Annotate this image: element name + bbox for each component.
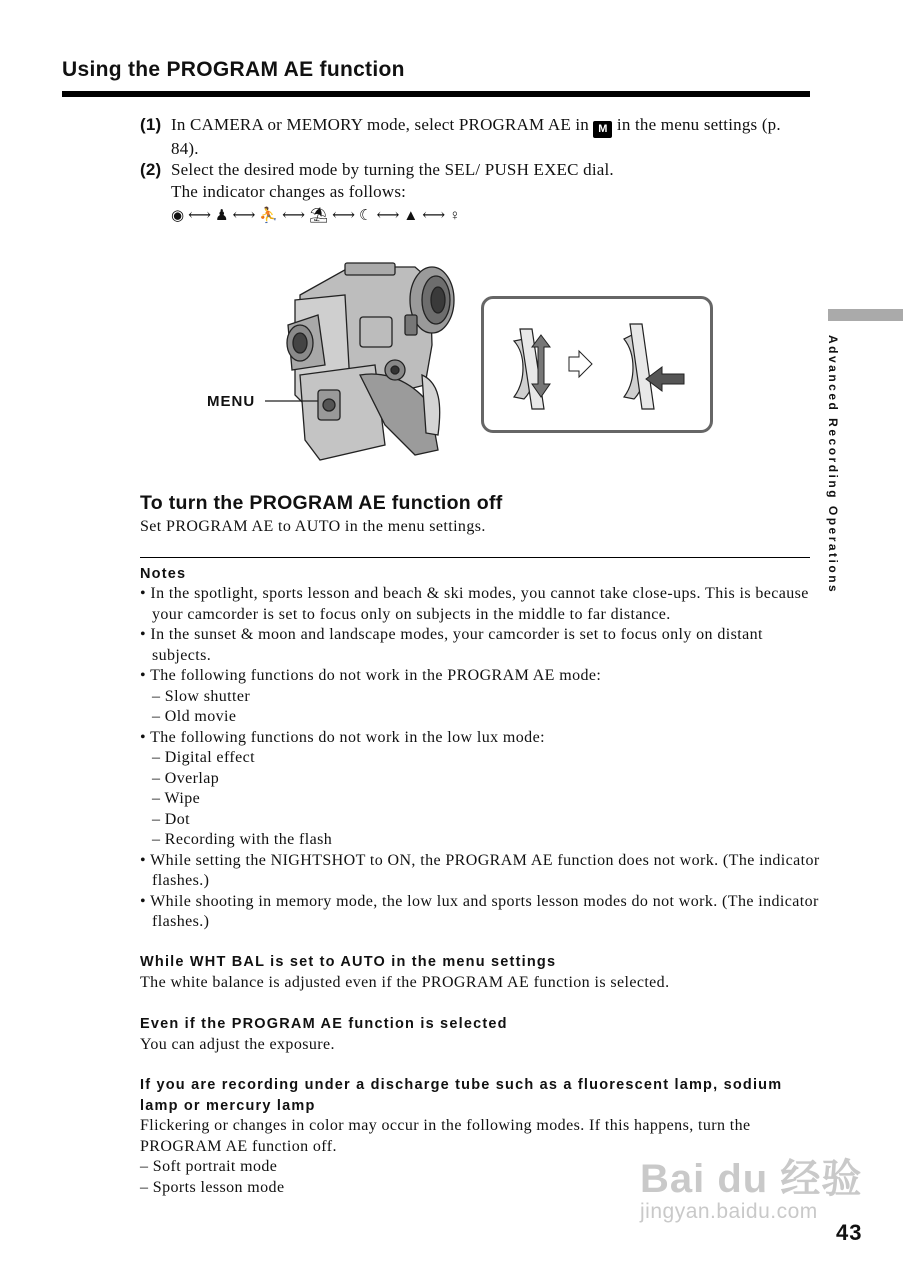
note-bullet: • While shooting in memory mode, the low lux and sports lesson modes do not work. (The indicator flashes.) [140,892,819,930]
note-subitem: – Overlap [152,769,220,787]
double-arrow-icon: ⟷ [422,207,447,224]
low-lux-icon: ♀ [449,208,462,224]
wht-bal-heading: While WHT BAL is set to AUTO in the menu settings [140,954,557,970]
wht-bal-text: The white balance is adjusted even if the PROGRAM AE function is selected. [140,974,670,991]
note-bullet: • While setting the NIGHTSHOT to ON, the PROGRAM AE function does not work. (The indicator flashes.) [140,851,820,889]
discharge-text: Flickering or changes in color may occur in the following modes. If this happens, turn the PROGRAM AE function off. [140,1117,751,1155]
soft-portrait-icon: ◉ [171,208,186,224]
double-arrow-icon: ⟷ [232,207,257,224]
discharge-item-2: – Sports lesson mode [140,1179,285,1196]
double-arrow-icon: ⟷ [376,207,401,224]
step-1-text-a: In CAMERA or MEMORY mode, select PROGRAM AE in [171,115,589,134]
indicator-sequence [171,205,461,225]
watermark-url: jingyan.baidu.com [640,1200,818,1223]
camcorder-illustration [200,255,470,470]
page-title: Using the PROGRAM AE function [62,58,405,81]
beach-ski-icon: ⛱ [309,208,330,224]
sports-lesson-icon: ⛹ [259,208,280,224]
baidu-watermark [640,1147,862,1224]
double-arrow-icon: ⟷ [188,207,213,224]
step-1-text-b: in the menu settings (p. 84). [171,115,781,158]
turn-off-heading: To turn the PROGRAM AE function off [140,492,503,514]
note-subitem: – Slow shutter [152,687,251,705]
exposure-text: You can adjust the exposure. [140,1036,335,1053]
note-bullet: • In the spotlight, sports lesson and beach & ski modes, you cannot take close-ups. This is because your camcorder is set to focus only on subjects in the middle to far distance. [140,585,809,623]
note-bullet: • In the sunset & moon and landscape modes, your camcorder is set to focus only on distant subjects. [140,626,763,664]
title-rule [62,91,810,97]
sel-push-exec-dial-diagram [481,296,713,433]
side-tab-bar [828,309,903,321]
notes-list [140,584,820,933]
step-2-line-1: Select the desired mode by turning the SEL/ PUSH EXEC dial. [171,160,614,179]
sunset-moon-icon: ☾ [359,208,374,224]
step-2-number: (2) [140,160,162,179]
page-number: 43 [836,1220,863,1245]
note-subitem: – Wipe [152,790,201,807]
notes-divider [140,557,810,558]
turn-off-text: Set PROGRAM AE to AUTO in the menu settings. [140,518,486,535]
double-arrow-icon: ⟷ [282,207,307,224]
note-subitem: – Digital effect [152,749,255,766]
side-tab-label: Advanced Recording Operations [826,335,840,595]
notes-heading: Notes [140,566,187,582]
menu-button-label: MENU [207,393,256,410]
landscape-icon: ▲ [403,208,420,224]
watermark-brand: Bai du 经验 [640,1157,863,1201]
discharge-item-1: – Soft portrait mode [140,1158,278,1175]
spotlight-icon: ♟ [215,208,230,224]
note-bullet: • The following functions do not work in the PROGRAM AE mode: [140,667,602,684]
note-bullet: • The following functions do not work in the low lux mode: [140,728,545,746]
double-arrow-icon: ⟷ [332,207,357,224]
note-subitem: – Dot [152,810,190,828]
note-subitem: – Old movie [152,708,237,725]
step-1-number: (1) [140,115,162,134]
note-subitem: – Recording with the flash [152,831,333,848]
exposure-heading: Even if the PROGRAM AE function is selected [140,1016,508,1032]
discharge-heading: If you are recording under a discharge tube such as a fluorescent lamp, sodium lamp or mercury lamp [140,1077,783,1114]
menu-settings-icon: M [593,121,612,138]
step-2-line-2: The indicator changes as follows: [171,182,407,201]
